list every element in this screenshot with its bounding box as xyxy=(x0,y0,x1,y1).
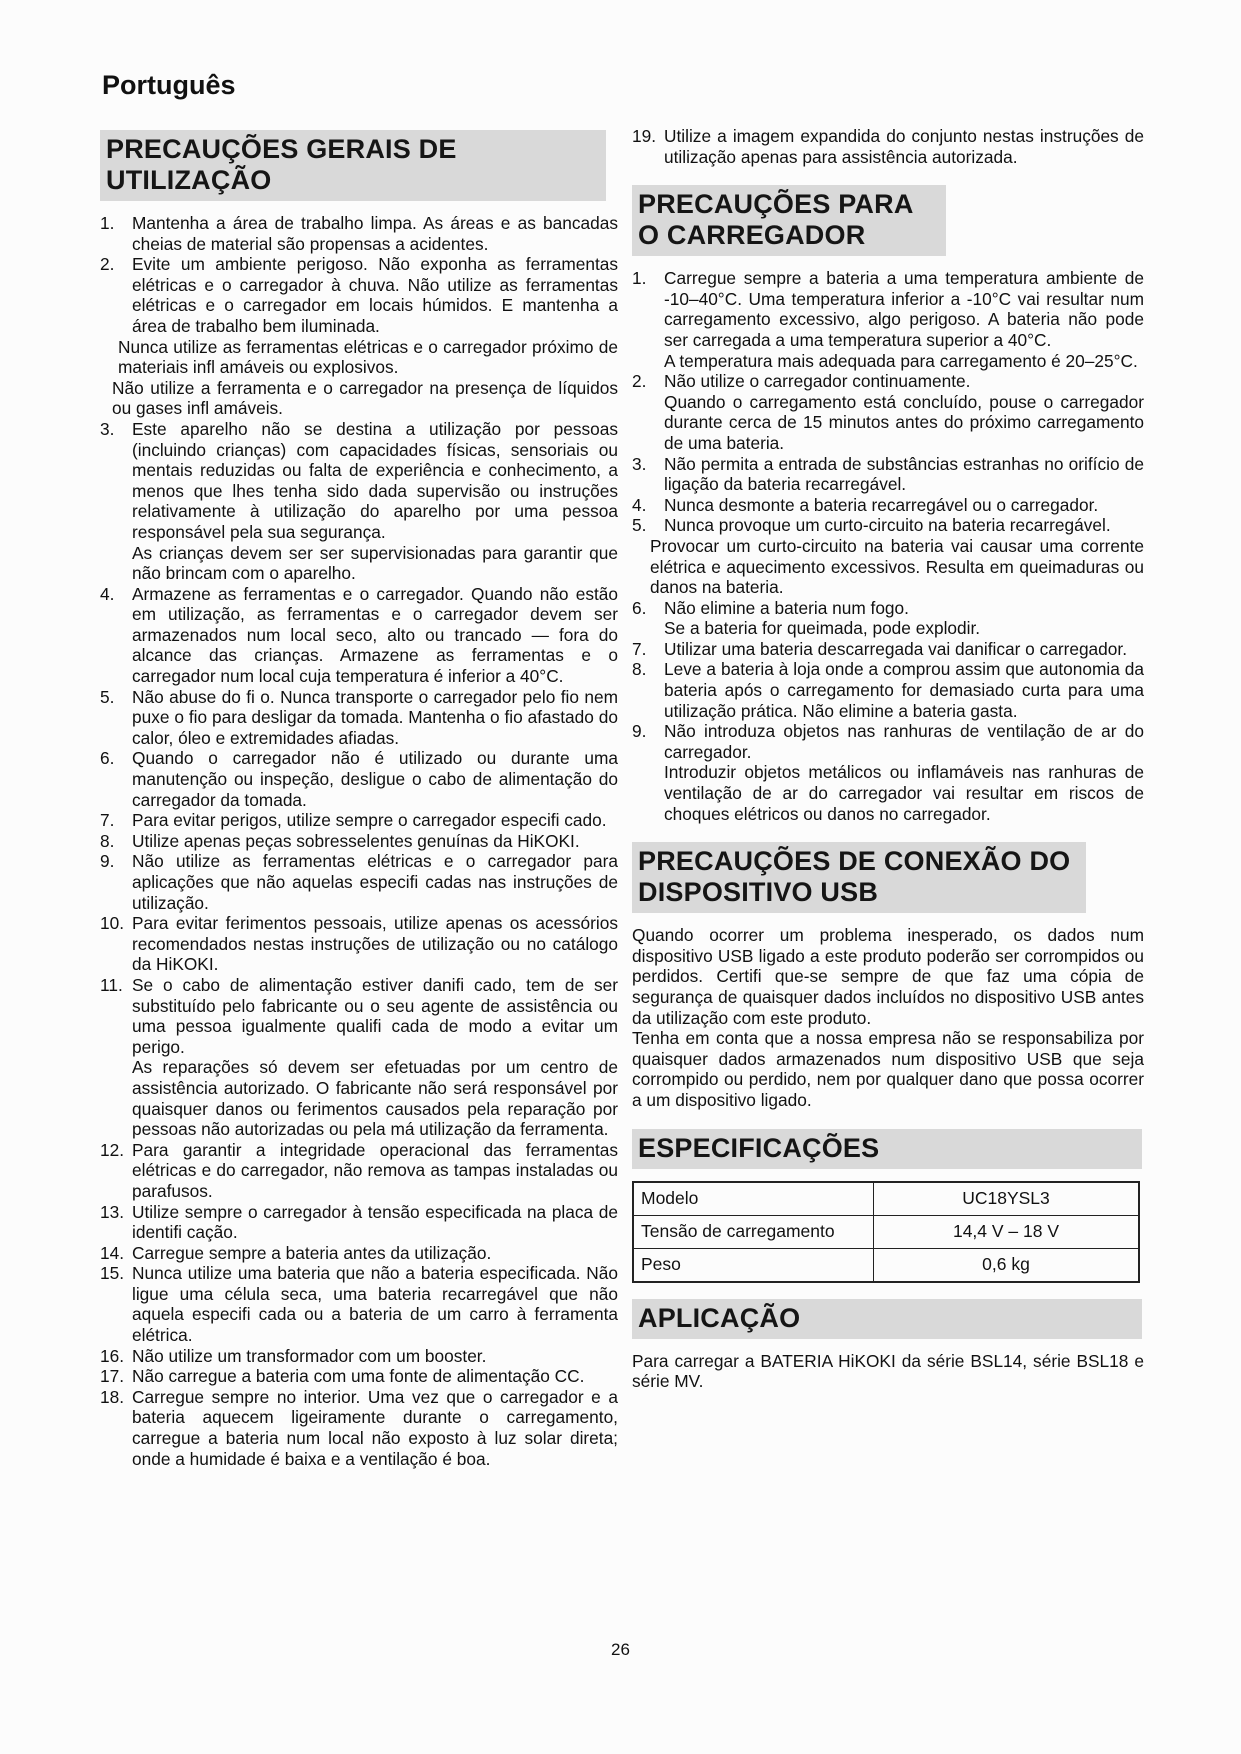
usb-paragraph-1: Quando ocorrer um problema inesperado, os dados num dispositivo USB ligado a este produto poderão ser corrompidos ou perdidos. Certifi que-se sempre de que faz uma cópia de segurança de quaisquer dados incluídos no dispositivo USB antes da utilização com este produto. xyxy=(632,925,1144,1028)
left-column xyxy=(100,130,618,1469)
list-item: 5. Não abuse do fi o. Nunca transporte o carregador pelo fio nem puxe o fio para desligar da tomada. Mantenha o fio afastado do calor, óleo e extremidades afiadas. xyxy=(100,686,618,748)
spec-label: Peso xyxy=(633,1248,874,1282)
list-item: 8. Utilize apenas peças sobresselentes genuínas da HiKOKI. xyxy=(100,830,580,851)
page-number: 26 xyxy=(611,1640,630,1659)
table-row xyxy=(633,1215,1139,1248)
list-item: 3. Não permita a entrada de substâncias estranhas no orifício de ligação da bateria recarregável. xyxy=(632,453,1144,495)
list-item: 11. Se o cabo de alimentação estiver danifi cado, tem de ser substituído pelo fabricante ou o seu agente de assistência ou uma pessoa igualmente qualifi cada de modo a evitar um perigo. As reparações só devem ser efetuadas por um centro de assistência autorizado. O fabricante não será responsável por quaisquer danos ou ferimentos causados pela reparação por pessoas não autorizadas ou pela má utilização da ferramenta. xyxy=(100,974,618,1140)
list-item: 6. Não elimine a bateria num fogo. Se a bateria for queimada, pode explodir. xyxy=(632,597,981,639)
list-item: 5. Nunca provoque um curto-circuito na bateria recarregável. Provocar um curto-circuito na bateria vai causar uma corrente elétrica e aquecimento excessivos. Resulta em queimaduras ou danos na bateria. xyxy=(632,515,1144,598)
charger-precautions-heading: PRECAUÇÕES PARA O CARREGADOR xyxy=(632,185,946,256)
list-item: 13. Utilize sempre o carregador à tensão especificada na placa de identifi cação. xyxy=(100,1201,618,1243)
list-item: 10. Para evitar ferimentos pessoais, utilize apenas os acessórios recomendados nestas instruções de utilização ou no catálogo da HiKOKI. xyxy=(100,913,618,975)
list-item: 7. Utilizar uma bateria descarregada vai danificar o carregador. xyxy=(632,638,1127,659)
list-item: 9. Não utilize as ferramentas elétricas e o carregador para aplicações que não aquelas especifi cadas nas instruções de utilização. xyxy=(100,851,618,913)
list-item: 14. Carregue sempre a bateria antes da utilização. xyxy=(100,1242,492,1263)
specifications-heading: ESPECIFICAÇÕES xyxy=(632,1129,1142,1169)
list-item: 16. Não utilize um transformador com um booster. xyxy=(100,1345,487,1366)
spec-value: 0,6 kg xyxy=(874,1248,1140,1282)
spec-value: UC18YSL3 xyxy=(874,1182,1140,1216)
list-item: 8. Leve a bateria à loja onde a comprou assim que autonomia da bateria após o carregamento for demasiado curta para uma utilização prática. Não elimine a bateria gasta. xyxy=(632,659,1144,721)
list-item: 4. Armazene as ferramentas e o carregador. Quando não estão em utilização, as ferramentas e o carregador devem ser armazenados num local seco, alto ou trancado — fora do alcance das crianças. Armazene as ferramentas e o carregador num local cuja temperatura é inferior a 40°C. xyxy=(100,583,618,687)
list-item: 2. Evite um ambiente perigoso. Não exponha as ferramentas elétricas e o carregador à chuva. Não utilize as ferramentas elétricas e o carregador em locais húmidos. E mantenha a área de trabalho bem iluminada. Nunca utilize as ferramentas elétricas e o carregador próximo de materiais infl amáveis ou explosivos. Não utilize a ferramenta e o carregador na presença de líquidos ou gases infl amáveis. xyxy=(100,254,618,419)
list-item: 19. Utilize a imagem expandida do conjunto nestas instruções de utilização apenas para assistência autorizada. xyxy=(632,126,1144,167)
list-item: 17. Não carregue a bateria com uma fonte de alimentação CC. xyxy=(100,1366,585,1387)
list-item: 9. Não introduza objetos nas ranhuras de ventilação de ar do carregador. Introduzir objetos metálicos ou inflamáveis nas ranhuras de ventilação de ar do carregador vai resultar em riscos de choques elétricos ou danos no carregador. xyxy=(632,721,1144,824)
list-item: 3. Este aparelho não se destina a utilização por pessoas (incluindo crianças) com capacidades físicas, sensoriais ou mentais reduzidas ou falta de experiência e conhecimento, a menos que lhes tenha sido dada supervisão ou instruções relativamente à utilização do aparelho por uma pessoa responsável pela sua segurança. As crianças devem ser ser supervisionadas para garantir que não brincam com o aparelho. xyxy=(100,418,618,584)
list-item: 2. Não utilize o carregador continuamente. Quando o carregamento está concluído, pouse o carregador durante cerca de 15 minutos antes do próximo carregamento de uma bateria. xyxy=(632,371,1144,453)
spec-label: Tensão de carregamento xyxy=(633,1215,874,1248)
general-precautions-heading: PRECAUÇÕES GERAIS DE UTILIZAÇÃO xyxy=(100,130,606,201)
list-item: 18. Carregue sempre no interior. Uma vez que o carregador e a bateria aquecem ligeiramente durante o carregamento, carregue a bateria num local não exposto à luz solar direta; onde a humidade é baixa e a ventilação é boa. xyxy=(100,1386,618,1469)
usb-precautions-heading: PRECAUÇÕES DE CONEXÃO DO DISPOSITIVO USB xyxy=(632,842,1086,913)
right-column xyxy=(632,126,1144,1392)
table-row xyxy=(633,1248,1139,1282)
list-item: 6. Quando o carregador não é utilizado ou durante uma manutenção ou inspeção, desligue o cabo de alimentação do carregador da tomada. xyxy=(100,748,618,810)
list-item: 7. Para evitar perigos, utilize sempre o carregador especifi cado. xyxy=(100,810,607,831)
list-item: 4. Nunca desmonte a bateria recarregável ou o carregador. xyxy=(632,494,1099,515)
list-item: 12. Para garantir a integridade operacional das ferramentas elétricas e do carregador, não remova as tampas instaladas ou parafusos. xyxy=(100,1139,618,1201)
application-text: Para carregar a BATERIA HiKOKI da série BSL14, série BSL18 e série MV. xyxy=(632,1350,1144,1392)
spec-value: 14,4 V – 18 V xyxy=(874,1215,1140,1248)
general-precautions-list xyxy=(100,213,618,1469)
list-item: 1. Carregue sempre a bateria a uma temperatura ambiente de -10–40°C. Uma temperatura inferior a -10°C vai resultar num carregamento excessivo, algo perigoso. A bateria não pode ser carregada a uma temperatura superior a 40°C. A temperatura mais adequada para carregamento é 20–25°C. xyxy=(632,268,1144,371)
list-item: 15. Nunca utilize uma bateria que não a bateria especificada. Não ligue uma célula seca, uma bateria recarregável que não aquela especifi cada ou a bateria de um carro à ferramenta elétrica. xyxy=(100,1263,618,1346)
application-heading: APLICAÇÃO xyxy=(632,1299,1142,1339)
table-row xyxy=(633,1182,1139,1216)
general-precautions-list-continued xyxy=(632,126,1144,167)
language-heading: Português xyxy=(102,70,236,100)
charger-precautions-list xyxy=(632,268,1144,824)
list-item: 1. Mantenha a área de trabalho limpa. As áreas e as bancadas cheias de material são propensas a acidentes. xyxy=(100,213,618,254)
spec-label: Modelo xyxy=(633,1182,874,1216)
specifications-table xyxy=(632,1181,1140,1283)
usb-paragraph-2: Tenha em conta que a nossa empresa não se responsabiliza por quaisquer dados armazenados num dispositivo USB que seja corrompido ou perdido, nem por qualquer dano que possa ocorrer a um dispositivo ligado. xyxy=(632,1028,1144,1110)
